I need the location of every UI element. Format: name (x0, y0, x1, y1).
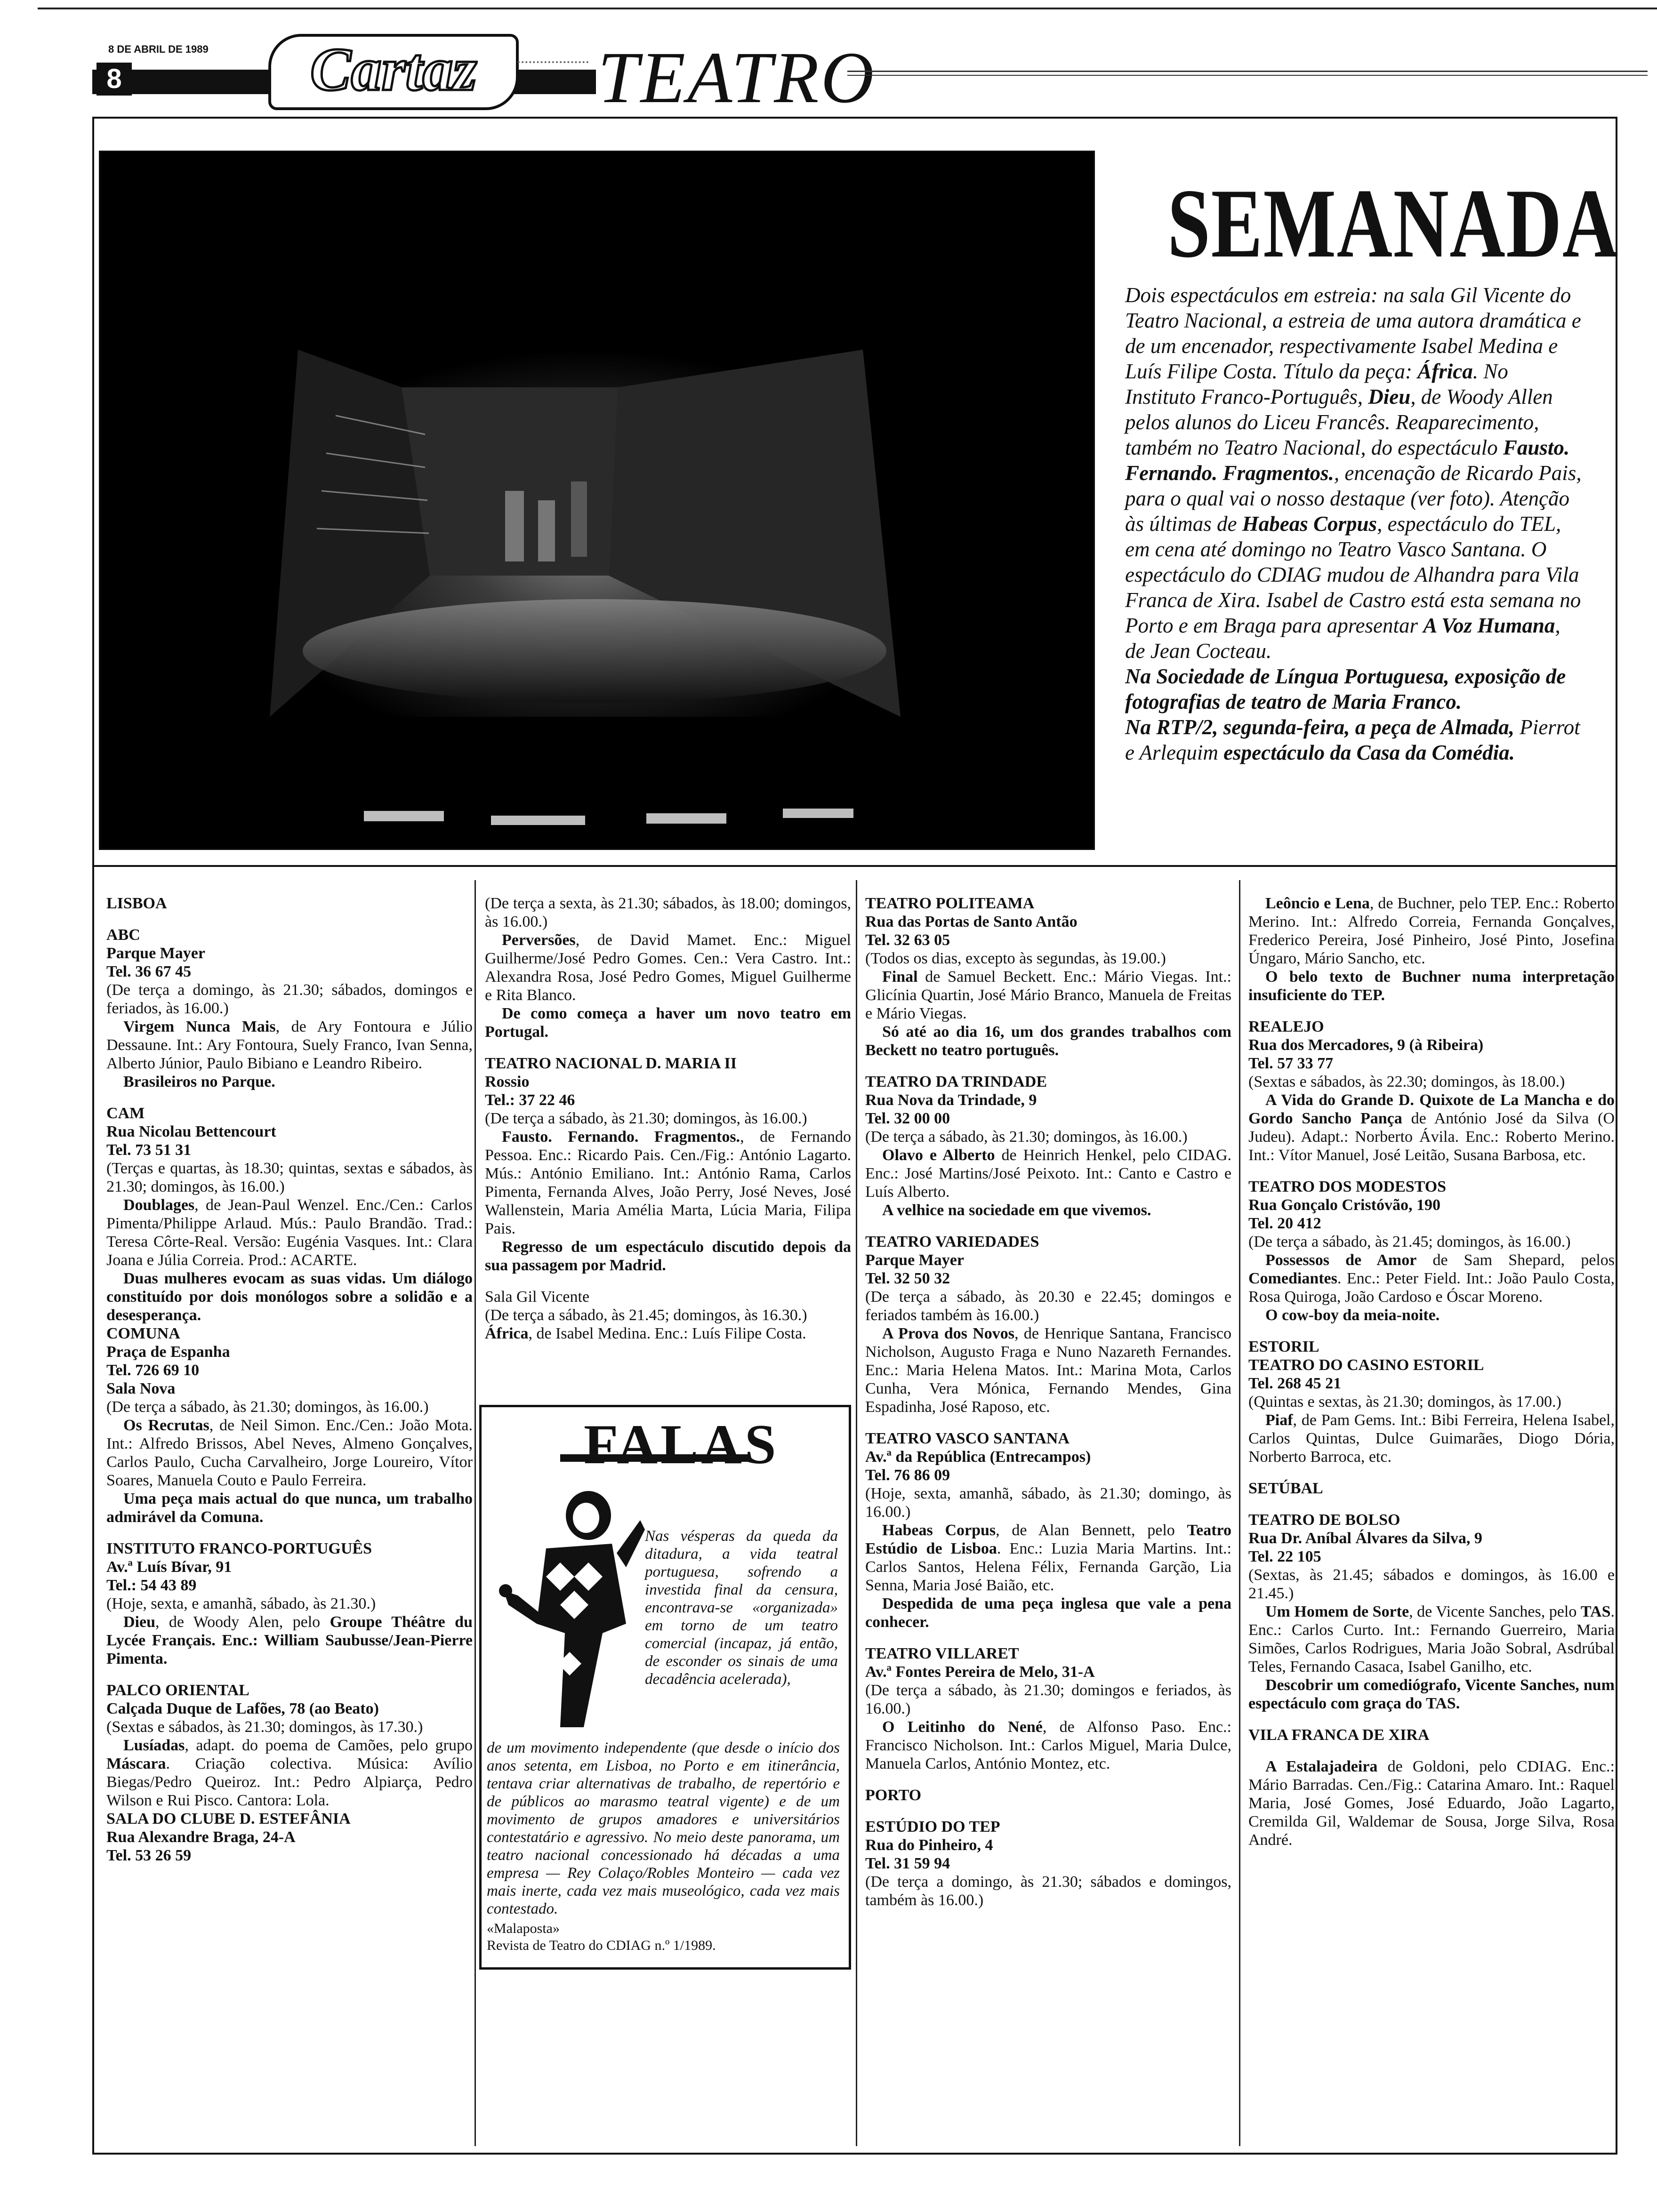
harlequin-illustration (490, 1483, 645, 1737)
venue-name: PALCO ORIENTAL (106, 1682, 249, 1699)
venue-name: SALA DO CLUBE D. ESTEFÂNIA (106, 1810, 351, 1827)
stage-photo (99, 151, 1095, 850)
listing-entry: Piaf, de Pam Gems. Int.: Bibi Ferreira, Helena Isabel, Carlos Quintas, Dulce Guimarães, Diogo Dória, Norberto Barroca, etc. (1248, 1411, 1615, 1466)
frame-divider (92, 865, 1617, 867)
venue-name: TEATRO DA TRINDADE (865, 1073, 1047, 1090)
listing-entry: Doublages, de Jean-Paul Wenzel. Enc./Cen.: Carlos Pimenta/Philippe Arlaud. Mús.: Paulo Brandão. Trad.: Teresa Côrte-Real. Versão: Eugénia Vasques. Int.: Clara Joana e Júlia Correia. Prod.: ACARTE. (106, 1196, 473, 1269)
listing-entry: Leôncio e Lena, de Buchner, pelo TEP. Enc.: Roberto Merino. Int.: Alfredo Correia, Fernanda Gonçalves, Frederico Pereira, José Pinheiro, José Pinto, Josefina Úngaro, Mário Sancho, etc. (1248, 895, 1615, 967)
falas-quote-continued: de um movimento independente (que desde o início dos anos setenta, em Lisboa, no Porto e em itinerância, tentava criar alternativas de trabalho, de repertório e de públicos ao marasmo teatral vigente) e de um movimento de grupos amadores e universitários contestatário e agressivo. No meio deste panorama, um teatro nacional concessionado há décadas a uma empresa — Rey Colaço/Robles Monteiro — cada vez mais inerte, cada vez mais museológico, cada vez mais contestado. (487, 1739, 840, 1917)
listing-entry: O Leitinho do Nené, de Alfonso Paso. Enc.: Francisco Nicholson. Int.: Carlos Miguel, Maria Dulce, Manuela Carlos, António Montez, etc. (865, 1718, 1231, 1772)
listing-entry: A Prova dos Novos, de Henrique Santana, Francisco Nicholson, Augusto Fraga e Nuno Nazareth Fernandes. Enc.: Maria Helena Matos. Int.: Marina Mota, Carlos Cunha, Vera Mónica, Fernando Mendes, Gina Espadinha, José Raposo, etc. (865, 1325, 1231, 1416)
semanada-text: Dois espectáculos em estreia: na sala Gil Vicente do Teatro Nacional, a estreia de uma autora dramática e de um encenador, respectivamente Isabel Medina e Luís Filipe Costa. Título da peça: África. No Instituto Franco-Português, Dieu, de Woody Allen pelos alunos do Liceu Francês. Reaparecimento, também no Teatro Nacional, do espectáculo Fausto. Fernando. Fragmentos., encenação de Ricardo Pais, para o qual vai o nosso destaque (ver foto). Atenção às últimas de Habeas Corpus, espectáculo do TEL, em cena até domingo no Teatro Vasco Santana. O espectáculo do CDIAG mudou de Alhandra para Vila Franca de Xira. Isabel de Castro está esta semana no Porto e em Braga para apresentar A Voz Humana, de Jean Cocteau. Na Sociedade de Língua Portuguesa, exposição de fotografias de teatro de Maria Franco. Na RTP/2, segunda-feira, a peça de Almada, Pierrot e Arlequim espectáculo da Casa da Comédia. (1125, 283, 1582, 764)
column-rule (856, 880, 857, 2146)
listings-column-2: (De terça a sexta, às 21.30; sábados, às 18.00; domingos, às 16.00.) Perversões, de David Mamet. Enc.: Miguel Guilherme/José Pedro Gomes. Cen.: Vera Castro. Int.: Alexandra Rosa, José Pedro Gomes, Miguel Guilherme e Rita Blanco. De como começa a haver um novo teatro em Portugal. TEATRO NACIONAL D. MARIA II Rossio Tel.: 37 22 46 (De terça a sábado, às 21.30; domingos, às 16.00.) Fausto. Fernando. Fragmentos., de Fernando Pessoa. Enc.: Ricardo Pais. Cen./Fig.: António Lagarto. Mús.: António Emiliano. Int.: António Rama, Carlos Pimenta, Fernanda Alves, João Perry, José Neves, José Wallenstein, Maria Amélia Marta, Lúcia Maria, Filipa Pais. Regresso de um espectáculo discutido depois da sua passagem por Madrid. Sala Gil Vicente (De terça a sábado, às 21.45; domingos, às 16.30.) África, de Isabel Medina. Enc.: Luís Filipe Costa. (485, 895, 851, 1342)
listings-column-4: Leôncio e Lena, de Buchner, pelo TEP. Enc.: Roberto Merino. Int.: Alfredo Correia, Fernanda Gonçalves, Frederico Pereira, José Pinheiro, José Pinto, Josefina Úngaro, Mário Sancho, etc. O belo texto de Buchner numa interpretação insuficiente do TEP. REALEJO Rua dos Mercadores, 9 (à Ribeira) Tel. 57 33 77 (Sextas e sábados, às 22.30; domingos, às 18.00.) A Vida do Grande D. Quixote de La Mancha e do Gordo Sancho Pança de António José da Silva (O Judeu). Adapt.: Norberto Ávila. Enc.: Roberto Merino. Int.: Vítor Manuel, José Leitão, Susana Barbosa, etc. TEATRO DOS MODESTOS Rua Gonçalo Cristóvão, 190 Tel. 20 412 (De terça a sábado, às 21.45; domingos, às 16.00.) Possessos de Amor de Sam Shepard, pelos Comediantes. Enc.: Peter Field. Int.: João Paulo Costa, Rosa Quiroga, João Cardoso e Óscar Moreno. O cow-boy da meia-noite. ESTORIL TEATRO DO CASINO ESTORIL Tel. 268 45 21 (Quintas e sextas, às 21.30; domingos, às 17.00.) Piaf, de Pam Gems. Int.: Bibi Ferreira, Helena Isabel, Carlos Quintas, Dulce Guimarães, Diogo Dória, Norberto Barroca, etc. SETÚBAL TEATRO DE BOLSO Rua Dr. Aníbal Álvares da Silva, 9 Tel. 22 105 (Sextas, às 21.45; sábados e domingos, às 16.00 e 21.45.) Um Homem de Sorte, de Vicente Sanches, pelo TAS. Enc.: Carlos Curto. Int.: Fernando Guerreiro, Maria Simões, Carlos Rodrigues, Maria João Sobral, Asdrúbal Teles, Fernando Casaca, Isabel Ganilho, etc. Descobrir um comediógrafo, Vicente Sanches, num espectáculo com graça do TAS. VILA FRANCA DE XIRA A Estalajadeira de Goldoni, pelo CDIAG. Enc.: Mário Barradas. Cen./Fig.: Catarina Amaro. Int.: Raquel Maria, José Gomes, José Eduardo, João Lagarto, Cremilda Gil, Waldemar de Sousa, Jorge Silva, Rosa André. (1248, 895, 1615, 1849)
falas-quote: Nas vésperas da queda da ditadura, a vida teatral portuguesa, sofrendo a investida final da censura, encontrava-se «organizada» em torno de um teatro comercial (incapaz, já então, de esconder os sinais de uma decadência acelerada), (645, 1528, 838, 1688)
page-number: 8 (97, 63, 132, 96)
listing-entry: Virgem Nunca Mais, de Ary Fontoura e Júlio Dessaune. Int.: Ary Fontoura, Suely Franco, Ivan Senna, Alberto Júnior, Paulo Bibiano e Leandro Ribeiro. (106, 1018, 473, 1072)
venue-name: ESTÚDIO DO TEP (865, 1818, 1000, 1835)
cartaz-logo: Cartaz (268, 34, 519, 110)
venue-name: TEATRO VASCO SANTANA (865, 1430, 1070, 1447)
city-heading: PORTO (865, 1787, 922, 1804)
venue-name: TEATRO NACIONAL D. MARIA II (485, 1055, 737, 1072)
listing-entry: Os Recrutas, de Neil Simon. Enc./Cen.: João Mota. Int.: Alfredo Brissos, Abel Neves, Almeno Gonçalves, Carlos Paulo, Cucha Carvalheiro, Jorge Loureiro, Vítor Soares, Manuela Couto e Paulo Ferreira. (106, 1417, 473, 1489)
venue-name: CAM (106, 1105, 145, 1122)
venue-name: TEATRO DOS MODESTOS (1248, 1178, 1447, 1195)
venue-name: TEATRO DE BOLSO (1248, 1511, 1400, 1529)
semanada-title: SEMANADA (1167, 169, 1619, 278)
header-rule (847, 71, 1648, 76)
venue-name: TEATRO DO CASINO ESTORIL (1248, 1356, 1484, 1374)
city-heading: SETÚBAL (1248, 1480, 1323, 1497)
listing-entry: Habeas Corpus, de Alan Bennett, pelo Teatro Estúdio de Lisboa. Enc.: Luzia Maria Martins. Int.: Carlos Santos, Helena Félix, Fernanda Garção, Lia Senna, Maria José Baião, etc. (865, 1522, 1231, 1594)
listings-column-1: LISBOA ABC Parque Mayer Tel. 36 67 45 (De terça a domingo, às 21.30; sábados, domingos e feriados, às 16.00.) Virgem Nunca Mais, de Ary Fontoura e Júlio Dessaune. Int.: Ary Fontoura, Suely Franco, Ivan Senna, Alberto Júnior, Paulo Bibiano e Leandro Ribeiro. Brasileiros no Parque. CAM Rua Nicolau Bettencourt Tel. 73 51 31 (Terças e quartas, às 18.30; quintas, sextas e sábados, às 21.30; domingos, às 16.00.) Doublages, de Jean-Paul Wenzel. Enc./Cen.: Carlos Pimenta/Philippe Arlaud. Mús.: Paulo Brandão. Trad.: Teresa Côrte-Real. Versão: Eugénia Vasques. Int.: Clara Joana e Júlia Correia. Prod.: ACARTE. Duas mulheres evocam as suas vidas. Um diálogo constituído por dois monólogos sobre a solidão e a desesperança. COMUNA Praça de Espanha Tel. 726 69 10 Sala Nova (De terça a sábado, às 21.30; domingos, às 16.00.) Os Recrutas, de Neil Simon. Enc./Cen.: João Mota. Int.: Alfredo Brissos, Abel Neves, Almeno Gonçalves, Carlos Paulo, Cucha Carvalheiro, Jorge Loureiro, Vítor Soares, Manuela Couto e Paulo Ferreira. Uma peça mais actual do que nunca, um trabalho admirável da Comuna. INSTITUTO FRANCO-PORTUGUÊS Av.ª Luís Bívar, 91 Tel.: 54 43 89 (Hoje, sexta, e amanhã, sábado, às 21.30.) Dieu, de Woody Alen, pelo Groupe Théâtre du Lycée Français. Enc.: William Saubusse/Jean-Pierre Pimenta. PALCO ORIENTAL Calçada Duque de Lafões, 78 (ao Beato) (Sextas e sábados, às 21.30; domingos, às 17.30.) Lusíadas, adapt. do poema de Camões, pelo grupo Máscara. Criação colectiva. Música: Avílio Biegas/Pedro Queiroz. Int.: Pedro Alpiarça, Pedro Wilson e Rui Pisco. Cantora: Lola. SALA DO CLUBE D. ESTEFÂNIA Rua Alexandre Braga, 24-A Tel. 53 26 59 (106, 895, 473, 1864)
column-rule (475, 880, 476, 2146)
listing-entry: Um Homem de Sorte, de Vicente Sanches, pelo TAS. Enc.: Carlos Curto. Int.: Fernando Guerreiro, Maria Simões, Carlos Rodrigues, Maria João Sobral, Asdrúbal Teles, Fernando Casaca, Isabel Ganilho, etc. (1248, 1603, 1615, 1675)
venue-name: REALEJO (1248, 1018, 1324, 1035)
issue-date: 8 DE ABRIL DE 1989 (108, 43, 209, 55)
venue-name: COMUNA (106, 1325, 180, 1342)
venue-name: TEATRO POLITEAMA (865, 895, 1035, 912)
city-heading: LISBOA (106, 895, 167, 912)
listings-column-3: TEATRO POLITEAMA Rua das Portas de Santo Antão Tel. 32 63 05 (Todos os dias, excepto às segundas, às 19.00.) Final de Samuel Beckett. Enc.: Mário Viegas. Int.: Glicínia Quartin, José Mário Branco, Manuela de Freitas e Mário Viegas. Só até ao dia 16, um dos grandes trabalhos com Beckett no teatro português. TEATRO DA TRINDADE Rua Nova da Trindade, 9 Tel. 32 00 00 (De terça a sábado, às 21.30; domingos, às 16.00.) Olavo e Alberto de Heinrich Henkel, pelo CIDAG. Enc.: José Martins/José Peixoto. Int.: Canto e Castro e Luís Alberto. A velhice na sociedade em que vivemos. TEATRO VARIEDADES Parque Mayer Tel. 32 50 32 (De terça a sábado, às 20.30 e 22.45; domingos e feriados também às 16.00.) A Prova dos Novos, de Henrique Santana, Francisco Nicholson, Augusto Fraga e Nuno Nazareth Fernandes. Enc.: Maria Helena Matos. Int.: Marina Mota, Carlos Cunha, Vera Mónica, Fernando Mendes, Gina Espadinha, José Raposo, etc. TEATRO VASCO SANTANA Av.ª da República (Entrecampos) Tel. 76 86 09 (Hoje, sexta, amanhã, sábado, às 21.30; domingo, às 16.00.) Habeas Corpus, de Alan Bennett, pelo Teatro Estúdio de Lisboa. Enc.: Luzia Maria Martins. Int.: Carlos Santos, Helena Félix, Fernanda Garção, Lia Senna, Maria José Baião, etc. Despedida de uma peça inglesa que vale a pena conhecer. TEATRO VILLARET Av.ª Fontes Pereira de Melo, 31-A (De terça a sábado, às 21.30; domingos e feriados, às 16.00.) O Leitinho do Nené, de Alfonso Paso. Enc.: Francisco Nicholson. Int.: Carlos Miguel, Maria Dulce, Manuela Carlos, António Montez, etc. PORTO ESTÚDIO DO TEP Rua do Pinheiro, 4 Tel. 31 59 94 (De terça a domingo, às 21.30; sábados e domingos, também às 16.00.) (865, 895, 1232, 1909)
city-heading: VILA FRANCA DE XIRA (1248, 1726, 1430, 1744)
column-rule (1239, 880, 1240, 2146)
venue-name: Sala Gil Vicente (485, 1288, 590, 1306)
header-dots (518, 61, 588, 66)
listing-entry: Perversões, de David Mamet. Enc.: Miguel Guilherme/José Pedro Gomes. Cen.: Vera Castro. Int.: Alexandra Rosa, José Pedro Gomes, Miguel Guilherme e Rita Blanco. (485, 931, 851, 1004)
listing-entry: Fausto. Fernando. Fragmentos., de Fernando Pessoa. Enc.: Ricardo Pais. Cen./Fig.: António Lagarto. Mús.: António Emiliano. Int.: António Rama, Carlos Pimenta, Fernanda Alves, João Perry, José Neves, José Wallenstein, Maria Amélia Marta, Lúcia Maria, Filipa Pais. (485, 1128, 851, 1237)
listing-entry: A Estalajadeira de Goldoni, pelo CDIAG. Enc.: Mário Barradas. Cen./Fig.: Catarina Amaro. Int.: Raquel Maria, José Gomes, José Eduardo, João Lagarto, Cremilda Gil, Waldemar de Sousa, Jorge Silva, Rosa André. (1248, 1758, 1615, 1849)
listing-entry: Possessos de Amor de Sam Shepard, pelos Comediantes. Enc.: Peter Field. Int.: João Paulo Costa, Rosa Quiroga, João Cardoso e Óscar Moreno. (1248, 1251, 1615, 1306)
section-title: TEATRO (598, 37, 876, 118)
listing-entry: Dieu, de Woody Alen, pelo Groupe Théâtre du Lycée Français. Enc.: William Saubusse/Jean-Pierre Pimenta. (106, 1613, 473, 1667)
venue-name: TEATRO VILLARET (865, 1645, 1019, 1662)
listing-entry: Final de Samuel Beckett. Enc.: Mário Viegas. Int.: Glicínia Quartin, José Mário Branco, Manuela de Freitas e Mário Viegas. (865, 968, 1231, 1022)
listing-entry: África, de Isabel Medina. Enc.: Luís Filipe Costa. (485, 1325, 806, 1342)
venue-name: TEATRO VARIEDADES (865, 1233, 1039, 1250)
listing-entry: A Vida do Grande D. Quixote de La Mancha e do Gordo Sancho Pança de António José da Silva (O Judeu). Adapt.: Norberto Ávila. Enc.: Roberto Merino. Int.: Vítor Manuel, José Leitão, Susana Barbosa, etc. (1248, 1091, 1615, 1164)
venue-name: ABC (106, 926, 140, 944)
listing-entry: Olavo e Alberto de Heinrich Henkel, pelo CIDAG. Enc.: José Martins/José Peixoto. Int.: Canto e Castro e Luís Alberto. (865, 1146, 1232, 1201)
listing-entry: Lusíadas, adapt. do poema de Camões, pelo grupo Máscara. Criação colectiva. Música: Avílio Biegas/Pedro Queiroz. Int.: Pedro Alpiarça, Pedro Wilson e Rui Pisco. Cantora: Lola. (106, 1737, 473, 1809)
city-heading: ESTORIL (1248, 1338, 1319, 1355)
falas-title: FALAS (584, 1413, 779, 1475)
falas-source: «Malaposta» Revista de Teatro do CDIAG n.º 1/1989. (487, 1921, 716, 1953)
venue-name: INSTITUTO FRANCO-PORTUGUÊS (106, 1540, 372, 1557)
top-rule (38, 8, 1657, 9)
